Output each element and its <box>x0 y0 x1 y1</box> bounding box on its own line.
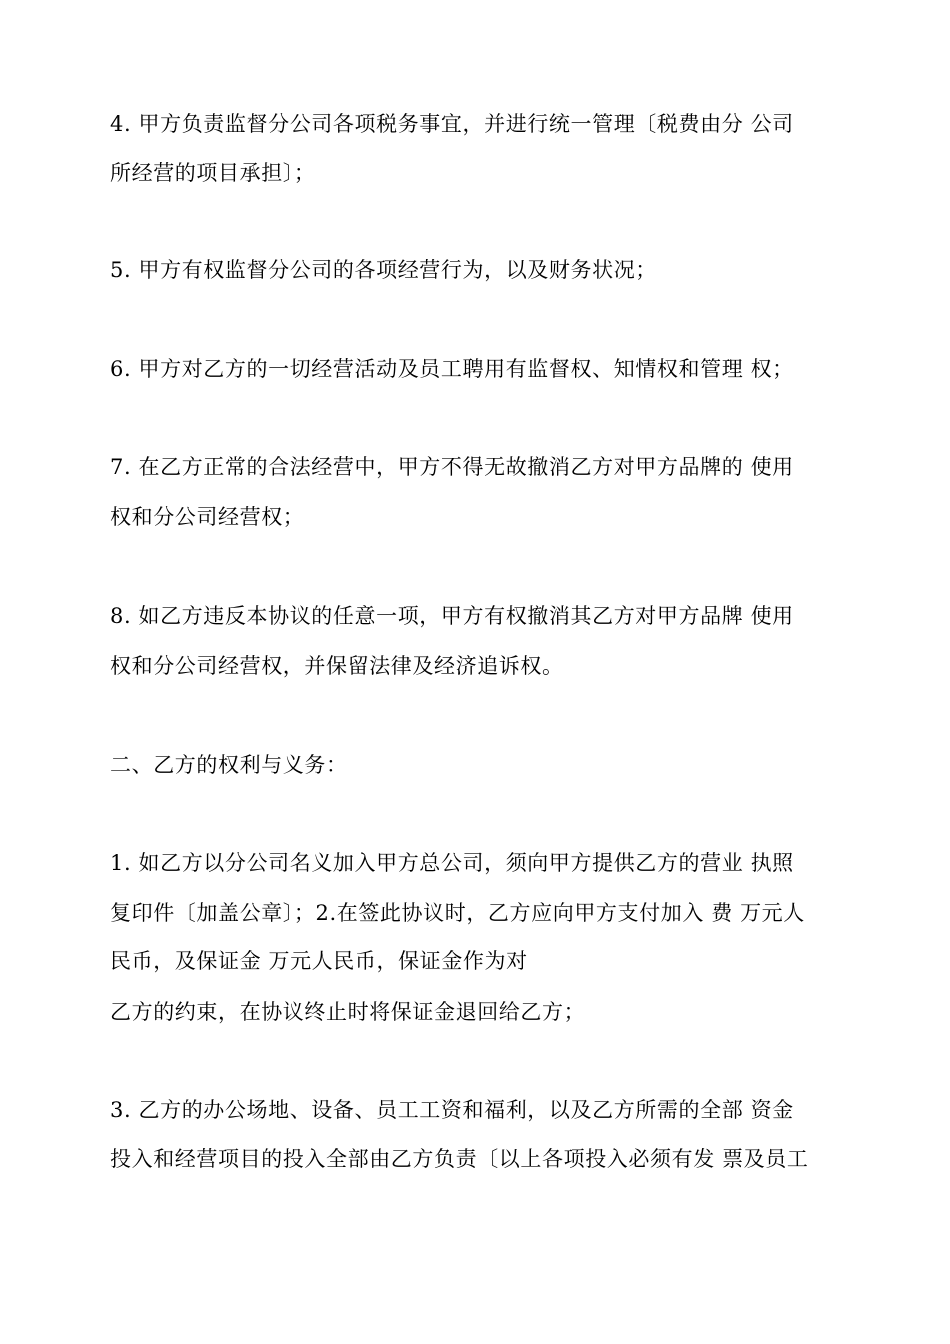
clause-a8-line-2: 权和分公司经营权，并保留法律及经济追诉权。 <box>110 654 564 678</box>
clause-a4-line-1: 4. 甲方负责监督分公司各项税务事宜，并进行统一管理〔税费由分 公司 <box>110 112 794 136</box>
clause-b3-line-1: 3. 乙方的办公场地、设备、员工工资和福利，以及乙方所需的全部 资金 <box>110 1098 794 1122</box>
clause-b1-line-1: 1. 如乙方以分公司名义加入甲方总公司，须向甲方提供乙方的营业 执照 <box>110 851 794 875</box>
clause-b2-line-1: 民币，及保证金 万元人民币，保证金作为对 <box>110 949 528 973</box>
clause-b1-line-2: 复印件〔加盖公章〕；2.在签此协议时，乙方应向甲方支付加入 费 万元人 <box>110 901 805 925</box>
clause-a7-line-1: 7. 在乙方正常的合法经营中，甲方不得无故撤消乙方对甲方品牌的 使用 <box>110 455 794 479</box>
clause-a4-line-2: 所经营的项目承担〕； <box>110 161 316 185</box>
clause-b3-line-2: 投入和经营项目的投入全部由乙方负责〔以上各项投入必须有发 票及员工 <box>110 1147 809 1171</box>
clause-a7-line-2: 权和分公司经营权； <box>110 505 305 529</box>
clause-a8-line-1: 8. 如乙方违反本协议的任意一项，甲方有权撤消其乙方对甲方品牌 使用 <box>110 604 794 628</box>
clause-a6: 6. 甲方对乙方的一切经营活动及员工聘用有监督权、知情权和管理 权； <box>110 357 794 381</box>
clause-b2-line-2: 乙方的约束，在协议终止时将保证金退回给乙方； <box>110 1000 586 1024</box>
section-heading-party-b: 二、乙方的权利与义务： <box>110 753 348 777</box>
clause-a5: 5. 甲方有权监督分公司的各项经营行为，以及财务状况； <box>110 258 657 282</box>
